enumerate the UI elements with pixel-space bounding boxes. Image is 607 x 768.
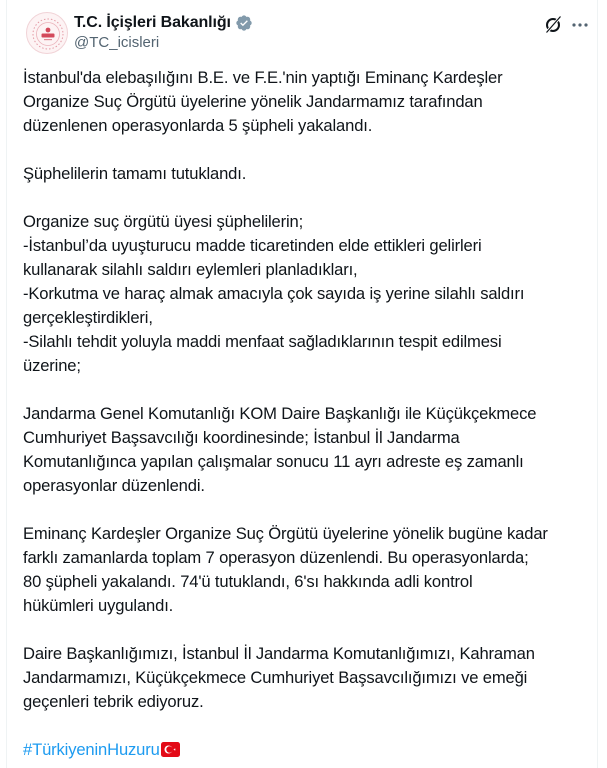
author-display-name[interactable]: T.C. İçişleri Bakanlığı	[74, 14, 231, 31]
turkey-flag-icon	[161, 740, 180, 755]
text-line: Eminanç Kardeşler Organize Suç Örgütü üyelerine yönelik bugüne kadar	[23, 524, 548, 543]
tweet-text	[23, 66, 583, 762]
text-line: Cumhuriyet Başsavcılığı koordinesinde; İstanbul İl Jandarma	[23, 428, 460, 447]
more-options-button[interactable]	[569, 14, 591, 34]
hashtag-paragraph	[23, 738, 583, 762]
text-line: Daire Başkanlığımızı, İstanbul İl Jandarma Komutanlığımızı, Kahraman	[23, 644, 535, 663]
grok-button[interactable]	[543, 14, 565, 34]
text-line: kullanarak silahlı saldırı eylemleri planladıkları,	[23, 260, 358, 279]
paragraph-4	[23, 402, 583, 498]
more-options-icon	[569, 14, 591, 34]
text-line: -Silahlı tehdit yoluyla maddi menfaat sağladıklarının tespit edilmesi	[23, 332, 502, 351]
hashtag-link[interactable]: #TürkiyeninHuzuru	[23, 740, 160, 759]
text-line: Komutanlığınca yapılan çalışmalar sonucu 11 ayrı adreste eş zamanlı	[23, 452, 524, 471]
paragraph-3	[23, 210, 583, 378]
author-handle[interactable]: @TC_icisleri	[74, 34, 160, 51]
text-line: Organize Suç Örgütü üyelerine yönelik Jandarmamız tarafından	[23, 92, 483, 111]
text-line: düzenlenen operasyonlarda 5 şüpheli yakalandı.	[23, 116, 373, 135]
text-line: -Korkutma ve haraç almak amacıyla çok sayıda iş yerine silahlı saldırı	[23, 284, 525, 303]
hashtag-line	[23, 738, 583, 762]
text-line: farklı zamanlarda toplam 7 operasyon düzenlendi. Bu operasyonlarda;	[23, 548, 529, 567]
tweet-card	[6, 0, 598, 768]
text-line: Jandarma Genel Komutanlığı KOM Daire Başkanlığı ile Küçükçekmece	[23, 404, 537, 423]
paragraph-2	[23, 162, 583, 186]
paragraph-1	[23, 66, 583, 138]
text-line: geçenleri tebrik ediyoruz.	[23, 692, 204, 711]
text-line: üzerine;	[23, 356, 81, 375]
text-line: -İstanbul’da uyuşturucu madde ticaretinden elde ettikleri gelirleri	[23, 236, 482, 255]
text-line: operasyonlar düzenlendi.	[23, 476, 205, 495]
verified-badge-icon[interactable]	[235, 14, 253, 32]
avatar[interactable]	[26, 12, 68, 54]
paragraph-5	[23, 522, 583, 618]
text-line: Organize suç örgütü üyesi şüphelilerin;	[23, 212, 304, 231]
grok-icon	[543, 14, 565, 34]
ministry-emblem-icon	[27, 13, 69, 55]
author-name-row	[74, 13, 253, 33]
text-line: hükümleri uygulandı.	[23, 596, 174, 615]
text-line: 80 şüpheli yakalandı. 74'ü tutuklandı, 6'sı hakkında adli kontrol	[23, 572, 473, 591]
text-line: Şüphelilerin tamamı tutuklandı.	[23, 164, 247, 183]
text-line: gerçekleştirdikleri,	[23, 308, 153, 327]
text-line: Jandarmamızı, Küçükçekmece Cumhuriyet Başsavcılığımızı ve emeği	[23, 668, 528, 687]
text-line: İstanbul'da elebaşılığını B.E. ve F.E.'nin yaptığı Eminanç Kardeşler	[23, 68, 503, 87]
paragraph-6	[23, 642, 583, 714]
tweet-header	[7, 0, 597, 60]
